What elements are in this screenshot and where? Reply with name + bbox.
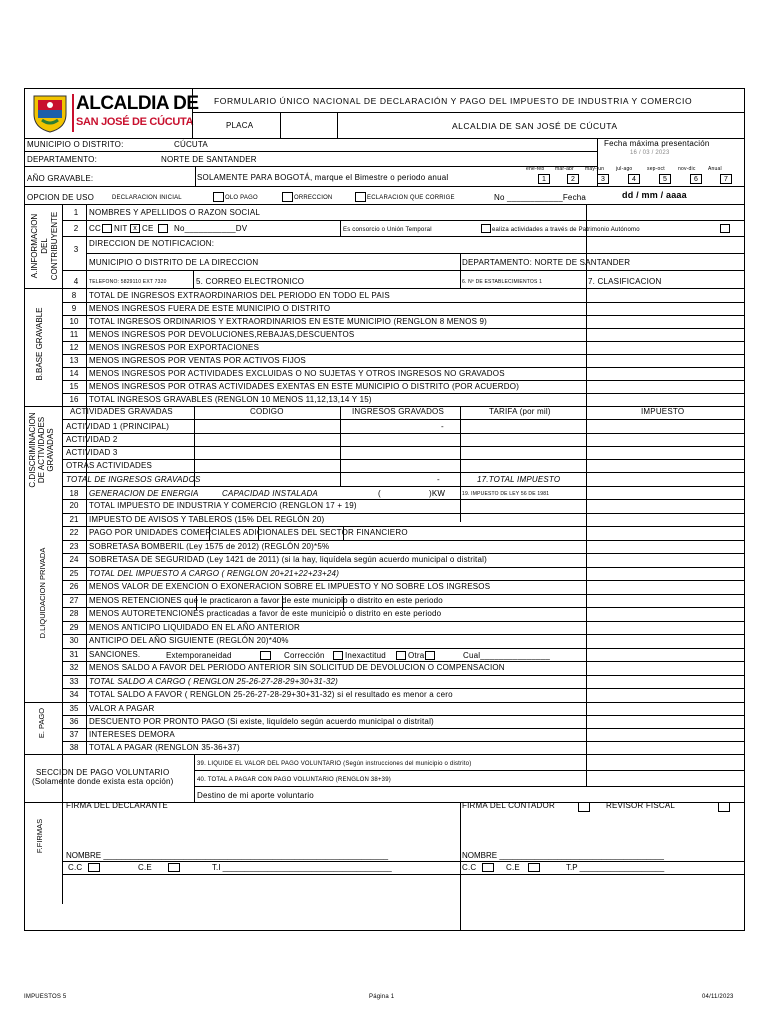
departamento-value[interactable]: NORTE DE SANTANDER — [161, 155, 257, 164]
row-label: SOBRETASA DE SEGURIDAD (Ley 1421 de 2011) (si la hay, liquídela según acuerdo municipal o distrital) — [89, 555, 487, 564]
ano-gravable-label: AÑO GRAVABLE: — [27, 174, 94, 183]
section-c-label: C.DISCRIMINACION DE ACTIVIDADES GRAVADAS — [28, 412, 55, 488]
period-checkbox[interactable]: 2 — [567, 174, 579, 184]
r31-correccion: Corrección — [284, 651, 325, 660]
opcion-label: OPCION DE USO — [27, 193, 95, 202]
corrige-number[interactable]: No ____________Fecha — [494, 193, 587, 202]
revisor-fiscal: REVISOR FISCAL — [606, 801, 676, 810]
corrige-checkbox[interactable] — [355, 192, 366, 202]
row-label: IMPUESTO DE AVISOS Y TABLEROS (15% DEL REGLÓN 20) — [89, 515, 325, 524]
c-header-ingresos: INGRESOS GRAVADOS — [352, 407, 445, 416]
cc-checkbox[interactable] — [102, 224, 112, 233]
cc-label: CC — [89, 224, 101, 233]
row-divider — [62, 675, 745, 676]
row-label: TOTAL IMPUESTO DE INDUSTRIA Y COMERCIO (RENGLON 17 + 19) — [89, 501, 357, 510]
r31-inexactitud: Inexactitud — [345, 651, 386, 660]
form-title: FORMULARIO ÚNICO NACIONAL DE DECLARACIÓN Y PAGO DEL IMPUESTO DE INDUSTRIA Y COMERCIO — [214, 96, 693, 106]
row-divider — [62, 446, 745, 447]
row-number: 21 — [69, 515, 79, 524]
period-label: mar-abr — [555, 166, 574, 172]
cont-ce-label: C.E — [506, 863, 520, 872]
row-number: 13 — [69, 356, 79, 365]
placa-label: PLACA — [226, 121, 254, 130]
activity-label: OTRAS ACTIVIDADES — [66, 461, 153, 470]
row-label: TOTAL SALDO A CARGO ( RENGLON 25-26-27-28-29+30+31-32) — [89, 677, 338, 686]
r31-otra: Otra — [408, 651, 425, 660]
row-number: 31 — [69, 650, 79, 659]
telefono: TELEFONO: 5829110 EXT 7320 — [89, 279, 167, 285]
solo-pago-checkbox[interactable] — [213, 192, 224, 202]
row-divider — [62, 648, 745, 649]
row-label: TOTAL DE INGRESOS EXTRAORDINARIOS DEL PERIODO EN TODO EL PAIS — [89, 291, 390, 300]
r1-label: NOMBRES Y APELLIDOS O RAZON SOCIAL — [89, 208, 260, 217]
row-divider — [62, 472, 745, 473]
row-number: 15 — [69, 382, 79, 391]
row-number: 11 — [69, 330, 79, 339]
cont-ce-checkbox[interactable] — [528, 863, 540, 872]
row-divider — [62, 459, 745, 460]
row-divider — [62, 406, 745, 407]
row-number: 30 — [69, 636, 79, 645]
row-divider — [62, 688, 745, 689]
nit-check-mark: x — [133, 225, 137, 232]
row-label: VALOR A PAGAR — [89, 704, 155, 713]
row-divider — [62, 380, 745, 381]
direccion-label: DIRECCION DE NOTIFICACION: — [89, 239, 215, 248]
departamento-label: DEPARTAMENTO: — [27, 155, 98, 164]
row-label: MENOS VALOR DE EXENCION O EXONERACION SOBRE EL IMPUESTO Y NO SOBRE LOS INGRESOS — [89, 582, 491, 591]
row-label: TOTAL INGRESOS GRAVABLES (RENGLON 10 MENOS 11,12,13,14 Y 15) — [89, 395, 372, 404]
period-checkbox[interactable]: 5 — [659, 174, 671, 184]
firma-declarante: FIRMA DEL DECLARANTE — [66, 801, 168, 810]
row-divider — [62, 354, 745, 355]
row-label: PAGO POR UNIDADES COMERCIALES ADICIONALES DEL SECTOR FINANCIERO — [89, 528, 408, 537]
row-number: 28 — [69, 609, 79, 618]
otra-checkbox[interactable] — [425, 651, 435, 660]
row-divider — [62, 513, 745, 514]
row-number: 10 — [69, 317, 79, 326]
c-header-impuesto: IMPUESTO — [641, 407, 685, 416]
voluntario-title: SECCION DE PAGO VOLUNTARIO — [36, 768, 170, 777]
decl-ti-label[interactable]: T.I ______________________________________ — [212, 863, 392, 872]
row-number: 8 — [71, 291, 77, 300]
consorcio-checkbox[interactable] — [481, 224, 491, 233]
decl-cc-label: C.C — [68, 863, 83, 872]
row-divider — [62, 540, 745, 541]
row-divider — [62, 567, 745, 568]
row-label: MENOS AUTORETENCIONES practicadas a favor de este municipio o distrito en este periodo — [89, 609, 442, 618]
r40-label: 40. TOTAL A PAGAR CON PAGO VOLUNTARIO (RENGLON 38+39) — [197, 777, 391, 783]
alcaldia-label: ALCALDIA DE SAN JOSÉ DE CÚCUTA — [452, 121, 618, 131]
footer-left: IMPUESTOS 5 — [24, 994, 67, 1000]
r18-number: 18 — [69, 489, 79, 498]
row-number: 20 — [69, 501, 79, 510]
row-label: SOBRETASA BOMBERIL (Ley 1575 de 2012) (REGLÓN 20)*5% — [89, 542, 330, 551]
row-divider — [62, 553, 745, 554]
row-number: 23 — [69, 542, 79, 551]
row-label: INTERESES DEMORA — [89, 730, 175, 739]
municipio-direccion-label: MUNICIPIO O DISTRITO DE LA DIRECCION — [89, 258, 259, 267]
decl-ce-checkbox[interactable] — [168, 863, 180, 872]
row-label: TOTAL A PAGAR (RENGLON 35-36+37) — [89, 743, 240, 752]
bogota-text: SOLAMENTE PARA BOGOTÁ, marque el Bimestre o periodo anual — [197, 173, 449, 182]
row-label: MENOS INGRESOS POR DEVOLUCIONES,REBAJAS,DESCUENTOS — [89, 330, 355, 339]
footer-right: 04/11/2023 — [702, 994, 734, 1000]
period-label: may-jun — [585, 166, 605, 172]
row-number: 35 — [69, 704, 79, 713]
period-label: Anual — [708, 166, 722, 172]
row-number: 37 — [69, 730, 79, 739]
fecha-format: dd / mm / aaaa — [622, 190, 687, 200]
coat-of-arms-icon — [30, 92, 70, 134]
c-header-codigo: CODIGO — [250, 407, 284, 416]
logo-subtitle: SAN JOSÉ DE CÚCUTA — [76, 116, 194, 128]
nit-label: NIT — [114, 224, 128, 233]
departamento-direccion: DEPARTAMENTO: NORTE DE SANTANDER — [462, 258, 631, 267]
alcaldia-logo — [30, 92, 199, 134]
period-checkbox[interactable]: 4 — [628, 174, 640, 184]
row-number: 24 — [69, 555, 79, 564]
section-b-label: B.BASE GRAVABLE — [35, 307, 44, 381]
correccion-checkbox[interactable] — [282, 192, 293, 202]
footer-center: Página 1 — [369, 994, 395, 1000]
period-checkbox[interactable]: 1 — [538, 174, 550, 184]
capacidad-instalada: CAPACIDAD INSTALADA — [222, 489, 318, 498]
period-label: jul-ago — [616, 166, 633, 172]
generacion-energia: GENERACION DE ENERGIA — [89, 489, 199, 498]
row-divider — [62, 526, 745, 527]
row-divider — [62, 607, 745, 608]
activity-label: ACTIVIDAD 1 (PRINCIPAL) — [66, 422, 170, 431]
row-divider — [62, 580, 745, 581]
nombre-contador[interactable]: NOMBRE _____________________________________ — [462, 851, 664, 860]
extemporaneidad-checkbox[interactable] — [260, 651, 271, 660]
doc-number-field[interactable]: No___________DV — [174, 224, 248, 233]
row-divider — [62, 715, 745, 716]
c-header-actividades: ACTIVIDADES GRAVADAS — [70, 407, 173, 416]
row-label: DESCUENTO POR PRONTO PAGO (Si existe, liquídelo según acuerdo municipal o distrital) — [89, 717, 434, 726]
patrimonio-label: ealiza actividades a través de Patrimonio Autónomo — [492, 227, 640, 233]
row-number: 27 — [69, 596, 79, 605]
row-label: MENOS INGRESOS POR ACTIVIDADES EXCLUIDAS O NO SUJETAS Y OTROS INGRESOS NO GRAVADOS — [89, 369, 505, 378]
r31-extemporaneidad: Extemporaneidad — [166, 651, 232, 660]
row-label: TOTAL INGRESOS ORDINARIOS Y EXTRAORDINARIOS EN ESTE MUNICIPIO (RENGLON 8 MENOS 9) — [89, 317, 488, 326]
row-number: 25 — [69, 569, 79, 578]
row-label: MENOS INGRESOS FUERA DE ESTE MUNICIPIO O DISTRITO — [89, 304, 331, 313]
r39-label: 39. LIQUIDE EL VALOR DEL PAGO VOLUNTARIO (Según instrucciones del municipio o distrito) — [197, 761, 472, 767]
cont-tp-label[interactable]: T.P ___________________ — [566, 863, 665, 872]
row-number: 9 — [71, 304, 77, 313]
contador-checkbox[interactable] — [578, 802, 590, 812]
period-checkbox[interactable]: 7 — [720, 174, 732, 184]
row-number: 38 — [69, 743, 79, 752]
decl-ce-label: C.E — [138, 863, 152, 872]
row-divider — [62, 661, 745, 662]
correo-label: 5. CORREO ELECTRONICO — [196, 277, 305, 286]
decl-inicial-label: DECLARACION INICIAL — [112, 195, 182, 201]
cont-cc-checkbox[interactable] — [482, 863, 494, 872]
row-number: 32 — [69, 663, 79, 672]
col-divider — [586, 419, 587, 499]
logo-title: ALCALDIA DE — [76, 93, 199, 114]
row-divider — [62, 302, 745, 303]
row-number: 26 — [69, 582, 79, 591]
row-number: 33 — [69, 677, 79, 686]
row-divider — [62, 433, 745, 434]
decl-cc-checkbox[interactable] — [88, 863, 100, 872]
total-ingresos-gravados: TOTAL DE INGRESOS GRAVADOS — [66, 475, 201, 484]
section-d-label: D.LIQUIDACION PRIVADA — [38, 547, 47, 639]
row-label: TOTAL DEL IMPUESTO A CARGO ( RENGLON 20+21+22+23+24) — [89, 569, 340, 578]
consorcio-label: Es consorcio o Unión Temporal — [343, 227, 432, 233]
nombre-declarante[interactable]: NOMBRE ________________________________________________________________ — [66, 851, 389, 860]
row-divider — [62, 328, 745, 329]
row-number: 36 — [69, 717, 79, 726]
impuesto-ley-56: 19. IMPUESTO DE LEY 56 DE 1981 — [462, 491, 550, 497]
fecha-value: 16 / 03 / 2023 — [630, 150, 670, 156]
row-label: TOTAL SALDO A FAVOR ( RENGLON 25-26-27-28-29+30+31-32) si el resultado es menor a cero — [89, 690, 453, 699]
row-number: 14 — [69, 369, 79, 378]
row-divider — [62, 315, 745, 316]
firma-contador: FIRMA DEL CONTADOR — [462, 801, 555, 810]
row-divider — [62, 341, 745, 342]
solo-pago-label: OLO PAGO — [225, 195, 258, 201]
municipio-label: MUNICIPIO O DISTRITO: — [27, 140, 124, 149]
kw-close: )KW — [429, 489, 446, 498]
row-number: 34 — [69, 690, 79, 699]
total-impuesto-17: 17.TOTAL IMPUESTO — [477, 475, 561, 484]
c-header-tarifa: TARIFA (por mil) — [489, 407, 551, 416]
correccion-sancion-checkbox[interactable] — [333, 651, 343, 660]
ce-checkbox[interactable] — [158, 224, 168, 233]
establecimientos-label: 6. Nº DE ESTABLECIMIENTOS 1 — [462, 279, 543, 285]
row-label: MENOS SALDO A FAVOR DEL PERIODO ANTERIOR SIN SOLICITUD DE DEVOLUCION O COMPENSACION — [89, 663, 505, 672]
activity-label: ACTIVIDAD 3 — [66, 448, 118, 457]
row-number: 16 — [69, 395, 79, 404]
row-label: MENOS INGRESOS POR EXPORTACIONES — [89, 343, 260, 352]
period-label: ene-feb — [526, 166, 545, 172]
row-divider — [62, 594, 745, 595]
row-divider — [62, 393, 745, 394]
ce-label: CE — [142, 224, 154, 233]
section-a-label: A.INFORMACION DEL CONTRIBUYENTE — [30, 211, 59, 281]
fecha-label: Fecha máxima presentación — [604, 139, 710, 148]
period-checkbox[interactable]: 6 — [690, 174, 702, 184]
row-label: MENOS INGRESOS POR OTRAS ACTIVIDADES EXENTAS EN ESTE MUNICIPIO O DISTRITO (POR ACUERDO) — [89, 382, 520, 391]
row-divider — [62, 634, 745, 635]
inexactitud-checkbox[interactable] — [396, 651, 406, 660]
row-label: MENOS ANTICIPO LIQUIDADO EN EL AÑO ANTERIOR — [89, 623, 301, 632]
row-divider — [62, 621, 745, 622]
activity-label: ACTIVIDAD 2 — [66, 435, 118, 444]
cont-cc-label: C.C — [462, 863, 477, 872]
revisor-checkbox[interactable] — [718, 802, 730, 812]
nit-checkbox[interactable] — [130, 224, 140, 233]
section-e-label: E. PAGO — [37, 707, 46, 739]
r31-cual[interactable]: Cual_______________ — [463, 651, 550, 660]
row-divider — [62, 741, 745, 742]
period-checkbox[interactable]: 3 — [597, 174, 609, 184]
period-label: nov-dic — [678, 166, 696, 172]
row-divider — [62, 728, 745, 729]
activity-dash: - — [441, 422, 444, 431]
patrimonio-checkbox[interactable] — [720, 224, 730, 233]
row-number: 29 — [69, 623, 79, 632]
row-label: SANCIONES. — [89, 650, 141, 659]
voluntario-subtitle: (Solamente donde exista esta opción) — [32, 777, 174, 786]
row-label: MENOS RETENCIONES que le practicaron a favor de este municipio o distrito en este periodo — [89, 596, 443, 605]
clasificacion-label: 7. CLASIFICACION — [588, 277, 662, 286]
row-number: 22 — [69, 528, 79, 537]
destino-label: Destino de mi aporte voluntario — [197, 791, 314, 800]
period-label: sep-oct — [647, 166, 665, 172]
corrige-label: ECLARACION QUE CORRIGE — [367, 195, 455, 201]
municipio-value[interactable]: CÚCUTA — [174, 140, 208, 149]
row-divider — [62, 367, 745, 368]
total-ingresos-dash: - — [437, 475, 440, 484]
kw-open: ( — [378, 489, 381, 498]
correccion-label: ORRECCION — [294, 195, 333, 201]
section-f-label: F.FIRMAS — [35, 818, 44, 854]
row-number: 12 — [69, 343, 79, 352]
row-label: MENOS INGRESOS POR VENTAS POR ACTIVOS FIJOS — [89, 356, 306, 365]
row-label: ANTICIPO DEL AÑO SIGUIENTE (REGLÓN 20)*40% — [89, 636, 289, 645]
